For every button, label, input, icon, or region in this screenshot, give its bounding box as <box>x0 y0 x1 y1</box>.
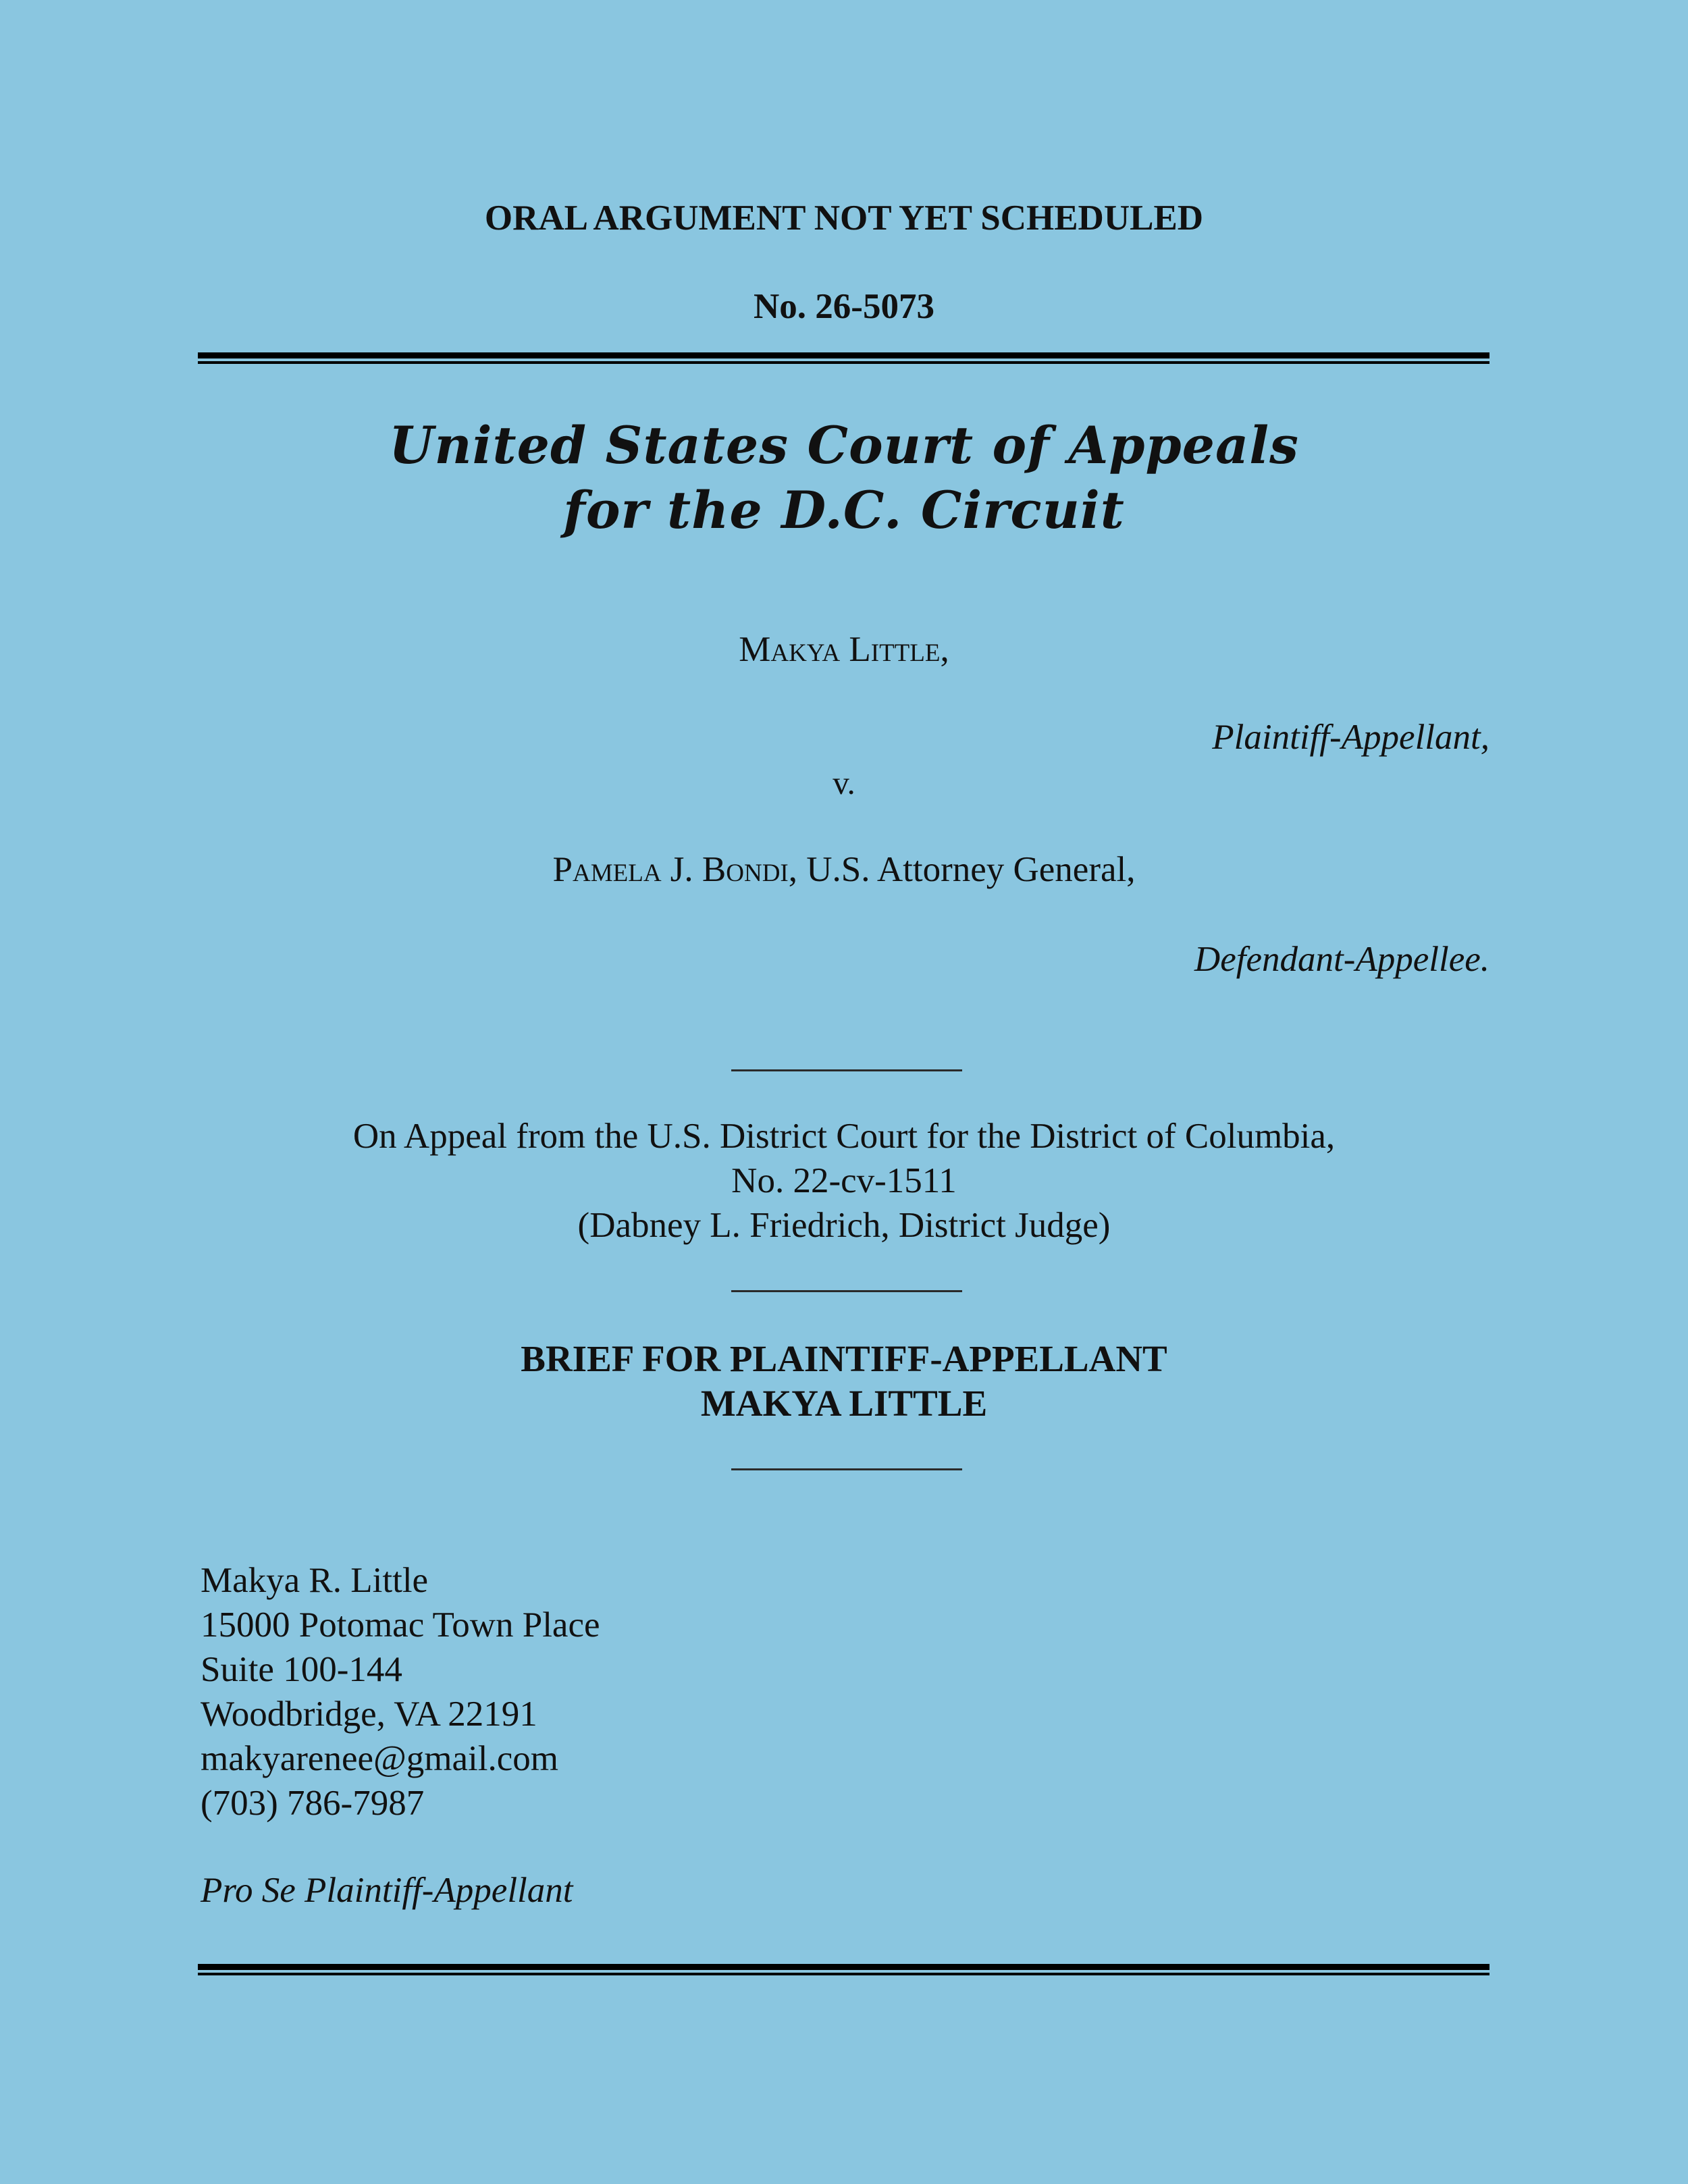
appellee-title: U.S. Attorney General, <box>797 850 1136 889</box>
court-name-line-1: United States Court of Appeals <box>389 415 1299 475</box>
top-rule-thick <box>198 352 1489 358</box>
brief-title-line-1: BRIEF FOR PLAINTIFF-APPELLANT <box>521 1338 1167 1379</box>
appellee <box>0 849 1688 890</box>
versus: v. <box>833 764 855 801</box>
counsel-block <box>201 1558 600 1826</box>
appellee-role: Defendant-Appellee. <box>1194 940 1489 979</box>
appeal-judge: (Dabney L. Friedrich, District Judge) <box>577 1206 1111 1245</box>
bottom-rule-thin <box>198 1973 1489 1975</box>
appellant-name: Makya Little, <box>739 630 949 669</box>
bottom-rule-thick <box>198 1964 1489 1970</box>
counsel-email: makyarenee@gmail.com <box>201 1739 558 1778</box>
appeal-line-1: On Appeal from the U.S. District Court for the District of Columbia, <box>352 1117 1336 1156</box>
counsel-phone: (703) 786-7987 <box>201 1784 425 1823</box>
court-name-line-2: for the D.C. Circuit <box>563 480 1125 540</box>
counsel-address-1: 15000 Potomac Town Place <box>201 1605 600 1645</box>
counsel-address-2: Suite 100-144 <box>201 1650 402 1689</box>
separator-1 <box>731 1069 962 1071</box>
appellant-role: Plaintiff-Appellant, <box>1212 718 1489 757</box>
appeal-docket: No. 22-cv-1511 <box>731 1161 957 1200</box>
court-name <box>0 413 1688 543</box>
brief-title <box>0 1337 1688 1426</box>
counsel-name: Makya R. Little <box>201 1561 429 1600</box>
appeal-info <box>0 1114 1688 1248</box>
oral-argument-notice: ORAL ARGUMENT NOT YET SCHEDULED <box>484 198 1204 238</box>
top-rule-thin <box>198 361 1489 364</box>
separator-2 <box>731 1290 962 1292</box>
counsel-city: Woodbridge, VA 22191 <box>201 1695 537 1734</box>
separator-3 <box>731 1468 962 1470</box>
case-number: No. 26-5073 <box>754 287 934 326</box>
counsel-designation: Pro Se Plaintiff-Appellant <box>201 1871 573 1910</box>
appellee-name: Pamela J. Bondi, <box>552 850 798 889</box>
brief-title-line-2: MAKYA LITTLE <box>700 1383 988 1424</box>
